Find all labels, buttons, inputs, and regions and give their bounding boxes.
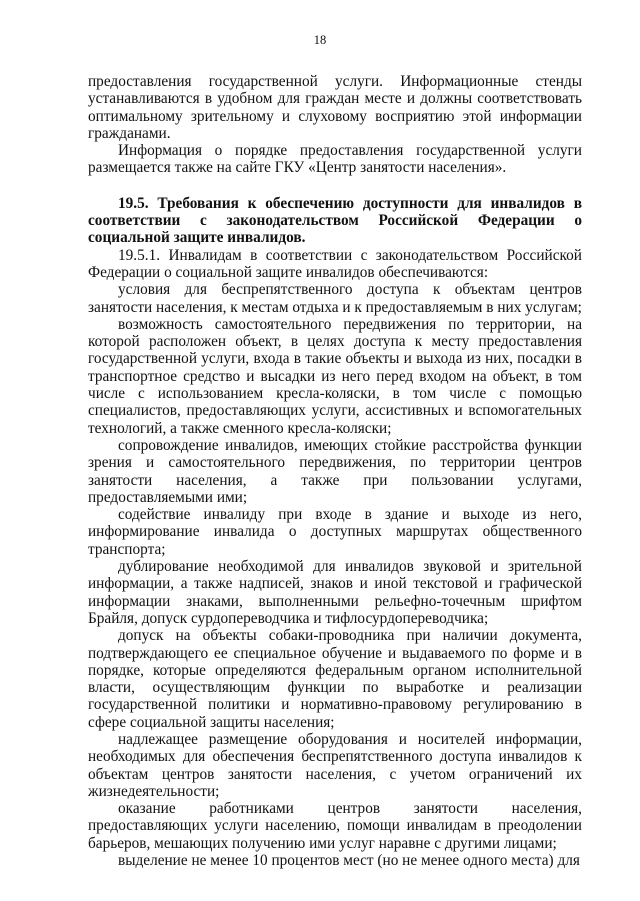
- list-item-information-duplication: дублирование необходимой для инвалидов звуковой и зрительной информации, а также надписей, знаков и иной текстовой и графической информации знаками, выполненными рельефно-точечным шрифтом Брайля, допуск сурдопереводчика и тифлосурдопереводчика;: [88, 558, 582, 627]
- page-number: 18: [313, 33, 327, 47]
- list-item-guide-dog: допуск на объекты собаки-проводника при наличии документа, подтверждающего ее специальное обучение и выдаваемого по форме и в порядке, которые определяются федеральным органом исполнительной власти, осуществляющим функции по выработке и реализации государственной политики и нормативно-правовому регулированию в сфере социальной защиты населения;: [88, 627, 582, 731]
- list-item-equipment-placement: надлежащее размещение оборудования и носителей информации, необходимых для обеспечения беспрепятственного доступа инвалидов к объектам центров занятости населения, с учетом ограничений их жизнедеятельности;: [88, 730, 582, 800]
- paragraph-info-stands: предоставления государственной услуги. Информационные стенды устанавливаются в удобном для граждан месте и должны соответствовать оптимальному зрительному и слуховому восприятию этой информации гражданами.: [88, 73, 582, 142]
- paragraph-website-info: Информация о порядке предоставления государственной услуги размещается также на сайте ГКУ «Центр занятости населения».: [88, 142, 582, 177]
- list-item-parking-allocation: выделение не менее 10 процентов мест (но не менее одного места) для: [118, 852, 580, 870]
- section-heading-19-5: 19.5. Требования к обеспечению доступности для инвалидов в соответствии с законодательством Российской Федерации о социальной защите инвалидов.: [88, 194, 582, 247]
- list-item-staff-assistance: оказание работниками центров занятости населения, предоставляющих услуги населению, помощи инвалидам в преодолении барьеров, мешающих получению ими услуг наравне с другими лицами;: [88, 800, 582, 852]
- list-item-independent-movement: возможность самостоятельного передвижения по территории, на которой расположен объект, в целях доступа к месту предоставления государственной услуги, входа в такие объекты и выхода из них, посадки в транспортное средство и высадки из него перед входом на объект, в том числе с использованием кресла-коляски, в том числе с помощью специалистов, предоставляющих услуги, ассистивных и вспомогательных технологий, а также сменного кресла-коляски;: [88, 315, 582, 437]
- list-item-entry-assistance: содействие инвалиду при входе в здание и выходе из него, информирование инвалида о доступных маршрутах общественного транспорта;: [88, 506, 582, 558]
- paragraph-19-5-1: 19.5.1. Инвалидам в соответствии с законодательством Российской Федерации о социальной защите инвалидов обеспечиваются:: [88, 246, 582, 281]
- list-item-escort: сопровождение инвалидов, имеющих стойкие расстройства функции зрения и самостоятельного передвижения, по территории центров занятости населения, а также при пользовании услугами, предоставляемыми ими;: [88, 436, 582, 506]
- document-body: [88, 73, 582, 869]
- list-item-access-conditions: условия для беспрепятственного доступа к объектам центров занятости населения, к местам отдыха и к предоставляемым в них услугам;: [88, 281, 582, 316]
